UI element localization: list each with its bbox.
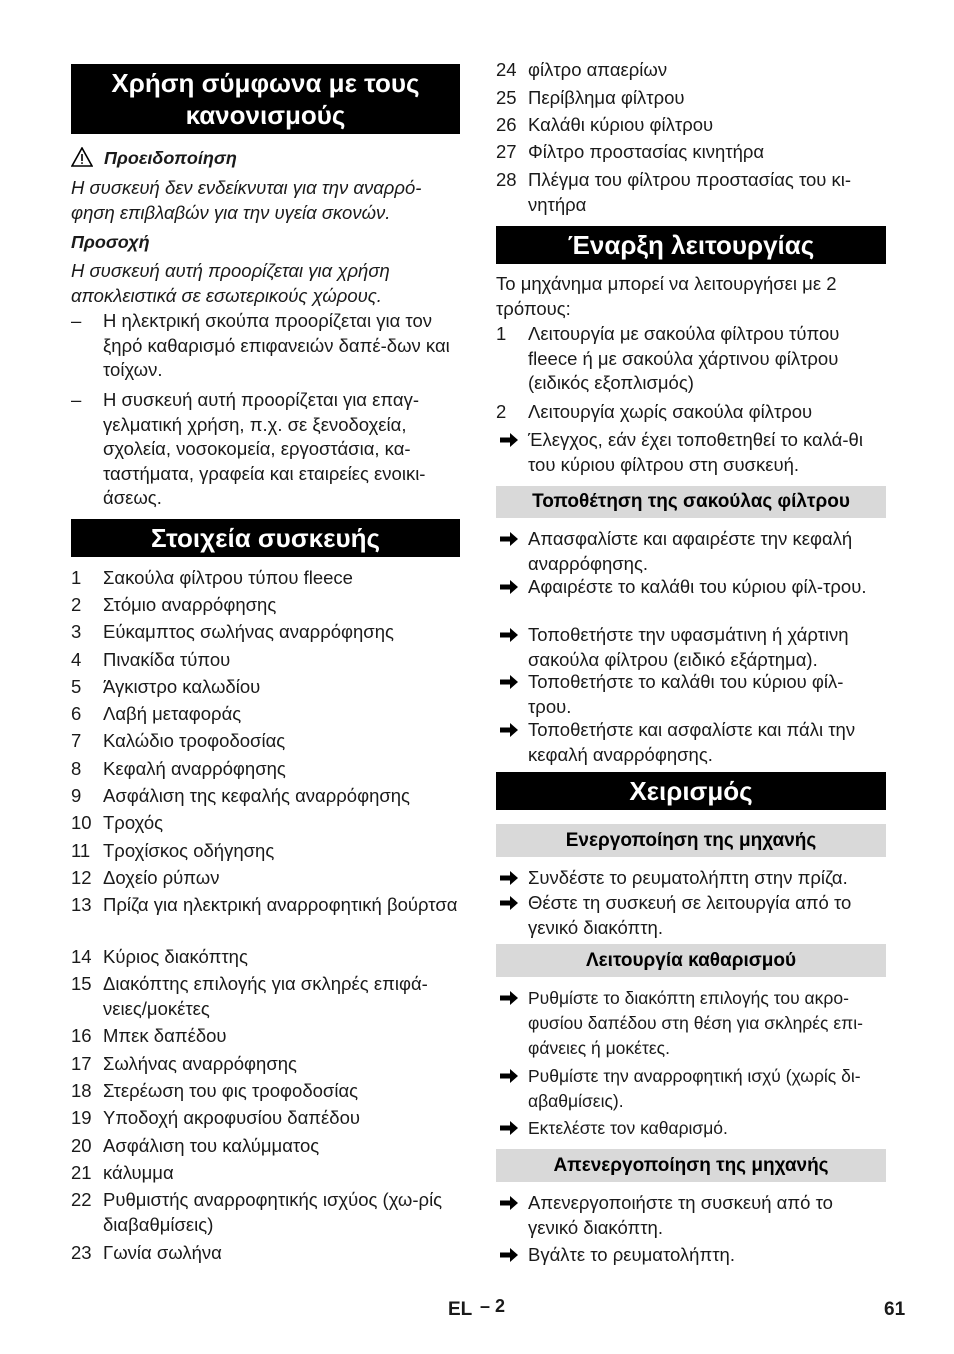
item-number: 21 <box>71 1162 92 1183</box>
warning-title: Προειδοποίηση <box>104 148 237 168</box>
step-text: Συνδέστε το ρευματολήπτη στην πρίζα. <box>528 867 848 888</box>
arrow-icon <box>498 625 520 645</box>
arrow-icon <box>498 720 520 740</box>
step-text: Απενεργοποιήστε τη συσκευή από το γενικό διακόπτη. <box>528 1192 833 1238</box>
caution-text: Η συσκευή αυτή προορίζεται για χρήση αποκλειστικά σε εσωτερικούς χώρους. <box>71 260 390 306</box>
item-label: Ασφάλιση της κεφαλής αναρρόφησης <box>103 785 410 806</box>
item-label: Πρίζα για ηλεκτρική αναρροφητική βούρτσα <box>103 894 458 915</box>
heading-usage: Χρήση σύμφωνα με τους κανονισμούς <box>71 64 460 134</box>
item-number: 5 <box>71 676 82 697</box>
item-number: 26 <box>496 114 517 135</box>
item-label: Άγκιστρο καλωδίου <box>103 676 261 697</box>
item-number: 12 <box>71 867 92 888</box>
heading-bag: Τοποθέτηση της σακούλας φίλτρου <box>496 486 886 518</box>
item-number: 1 <box>496 323 507 344</box>
item-label: Κεφαλή αναρρόφησης <box>103 758 286 779</box>
item-number: 4 <box>71 649 82 670</box>
step-text: Τοποθετήστε την υφασμάτινη ή χάρτινη σακούλα φίλτρου (ειδικό εξάρτημα). <box>528 624 849 670</box>
arrow-icon <box>498 529 520 549</box>
heading-start: Έναρξη λειτουργίας <box>496 226 886 264</box>
item-label: Στόμιο αναρρόφησης <box>103 594 277 615</box>
footer-language: EL <box>448 1299 473 1320</box>
step-text: Τοποθετήστε το καλάθι του κύριου φίλ-τρου. <box>528 671 844 717</box>
item-label: Εύκαμπτος σωλήνας αναρρόφησης <box>103 621 394 642</box>
heading-switch-off: Απενεργοποίηση της μηχανής <box>496 1149 886 1182</box>
step-text: Απασφαλίστε και αφαιρέστε την κεφαλή αναρρόφησης. <box>528 528 853 574</box>
item-number: 2 <box>496 401 507 422</box>
arrow-icon <box>498 430 520 450</box>
step-text: Θέστε τη συσκευή σε λειτουργία από το γενικό διακόπτη. <box>528 892 852 938</box>
item-label: Κύριος διακόπτης <box>103 946 248 967</box>
item-number: 15 <box>71 973 92 994</box>
item-number: 16 <box>71 1025 92 1046</box>
item-label: Φίλτρο προστασίας κινητήρα <box>528 141 765 162</box>
arrow-icon <box>498 893 520 913</box>
item-label: Ασφάλιση του καλύμματος <box>103 1135 320 1156</box>
item-number: 23 <box>71 1242 92 1263</box>
item-label: Στερέωση του φις τροφοδοσίας <box>103 1080 359 1101</box>
check-step: Έλεγχος, εάν έχει τοποθετηθεί το καλά-θι του κύριου φίλτρου στη συσκευή. <box>528 429 863 475</box>
heading-parts: Στοιχεία συσκευής <box>71 519 460 557</box>
item-label: Δοχείο ρύπων <box>103 867 220 888</box>
warning-icon <box>71 147 93 167</box>
item-label: Σακούλα φίλτρου τύπου fleece <box>103 567 353 588</box>
item-label: Τροχίσκος οδήγησης <box>103 840 275 861</box>
item-label: Λειτουργία χωρίς σακούλα φίλτρου <box>528 401 813 422</box>
item-label: Υποδοχή ακροφυσίου δαπέδου <box>103 1107 361 1128</box>
item-label: Μπεκ δαπέδου <box>103 1025 227 1046</box>
step-text: Ρυθμίστε το διακόπτη επιλογής του ακρο-φυσίου δαπέδου στη θέση για σκληρές επι-φάνειες ή μοκέτες. <box>528 988 863 1058</box>
item-number: 2 <box>71 594 82 615</box>
item-number: 28 <box>496 169 517 190</box>
step-text: Αφαιρέστε το καλάθι του κύριου φίλ-τρου. <box>528 576 867 597</box>
item-number: 27 <box>496 141 517 162</box>
item-label: Διακόπτης επιλογής για σκληρές επιφά-νειες/μοκέτες <box>103 973 428 1019</box>
item-label: Πινακίδα τύπου <box>103 649 231 670</box>
item-number: 1 <box>71 567 82 588</box>
item-number: 10 <box>71 812 92 833</box>
heading-switch-on: Ενεργοποίηση της μηχανής <box>496 824 886 857</box>
item-number: 14 <box>71 946 92 967</box>
arrow-icon <box>498 1193 520 1213</box>
dash-marker: – <box>71 389 82 410</box>
arrow-icon <box>498 1245 520 1265</box>
step-text: Βγάλτε το ρευματολήπτη. <box>528 1244 735 1265</box>
arrow-icon <box>498 868 520 888</box>
item-label: Γωνία σωλήνα <box>103 1242 222 1263</box>
item-label: κάλυμμα <box>103 1162 174 1183</box>
item-number: 24 <box>496 59 517 80</box>
item-number: 8 <box>71 758 82 779</box>
footer-section-page: – 2 <box>480 1296 506 1316</box>
item-label: Πλέγμα του φίλτρου προστασίας του κι-νητήρα <box>528 169 852 215</box>
item-number: 25 <box>496 87 517 108</box>
item-number: 20 <box>71 1135 92 1156</box>
arrow-icon <box>498 672 520 692</box>
item-label: Καλάθι κύριου φίλτρου <box>528 114 714 135</box>
item-label: Λειτουργία με σακούλα φίλτρου τύπου fleece ή με σακούλα χάρτινου φίλτρου (ειδικός εξοπλισμός) <box>528 323 840 393</box>
dash-marker: – <box>71 310 82 331</box>
arrow-icon <box>498 988 520 1008</box>
footer-page-number: 61 <box>884 1299 906 1320</box>
item-number: 7 <box>71 730 82 751</box>
start-intro: Το μηχάνημα μπορεί να λειτουργήσει με 2 τρόπους: <box>496 273 837 319</box>
item-number: 19 <box>71 1107 92 1128</box>
caution-title: Προσοχή <box>71 232 150 252</box>
step-text: Τοποθετήστε και ασφαλίστε και πάλι την κεφαλή αναρρόφησης. <box>528 719 856 765</box>
step-text: Ρυθμίστε την αναρροφητική ισχύ (χωρίς δι-αβαθμίσεις). <box>528 1066 861 1111</box>
item-label: Καλώδιο τροφοδοσίας <box>103 730 286 751</box>
item-number: 6 <box>71 703 82 724</box>
usage-bullet: Η ηλεκτρική σκούπα προορίζεται για τον ξηρό καθαρισμό επιφανειών δαπέ-δων και τοίχων. <box>103 310 450 380</box>
step-text: Εκτελέστε τον καθαρισμό. <box>528 1118 728 1138</box>
item-number: 3 <box>71 621 82 642</box>
item-label: Σωλήνας αναρρόφησης <box>103 1053 297 1074</box>
item-number: 17 <box>71 1053 92 1074</box>
item-number: 13 <box>71 894 92 915</box>
warning-text: Η συσκευή δεν ενδείκνυται για την αναρρό-φηση επιβλαβών για την υγεία σκονών. <box>71 177 422 223</box>
heading-cleaning: Λειτουργία καθαρισμού <box>496 944 886 977</box>
item-number: 18 <box>71 1080 92 1101</box>
arrow-icon <box>498 577 520 597</box>
item-number: 11 <box>71 840 91 861</box>
item-label: φίλτρο απαερίων <box>528 59 668 80</box>
usage-bullet: Η συσκευή αυτή προορίζεται για επαγ-γελματική χρήση, π.χ. σε ξενοδοχεία, σχολεία, νοσοκομεία, εργοστάσια, κα-ταστήματα, γραφεία και εταιρείες ενοικι-άσεως. <box>103 389 426 508</box>
item-number: 9 <box>71 785 82 806</box>
arrow-icon <box>498 1066 520 1086</box>
heading-operation: Χειρισμός <box>496 772 886 810</box>
item-label: Περίβλημα φίλτρου <box>528 87 685 108</box>
item-number: 22 <box>71 1189 92 1210</box>
arrow-icon <box>498 1118 520 1138</box>
item-label: Ρυθμιστής αναρροφητικής ισχύος (χω-ρίς διαβαθμίσεις) <box>103 1189 443 1235</box>
item-label: Λαβή μεταφοράς <box>103 703 242 724</box>
item-label: Τροχός <box>103 812 164 833</box>
